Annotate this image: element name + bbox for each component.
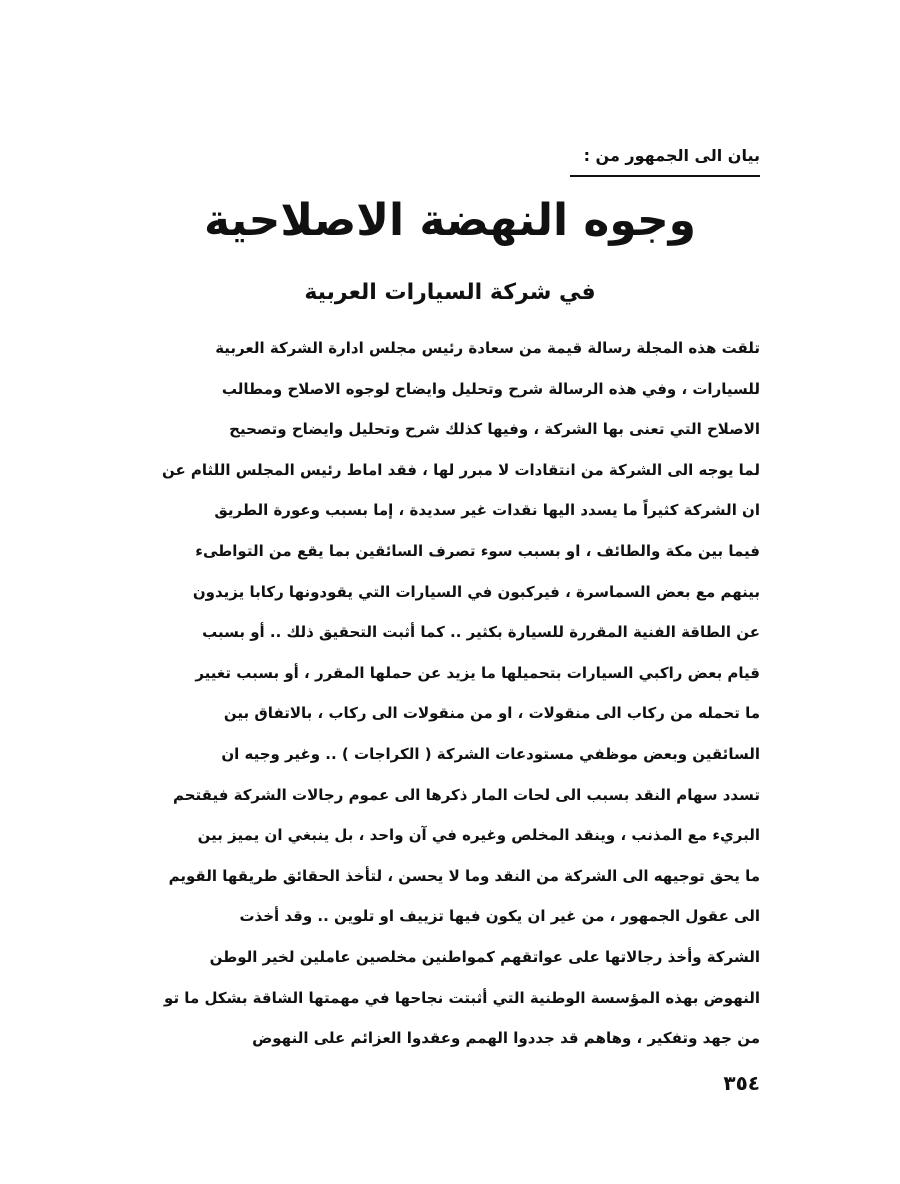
- body-line: الى عقول الجمهور ، من غير ان يكون فيها تزييف او تلوين .. وقد أخذت: [239, 907, 760, 926]
- body-line: ما يحق توجيهه الى الشركة من النقد وما لا يحسن ، لتأخذ الحقائق طريقها القويم: [168, 866, 760, 885]
- body-line: من جهد وتفكير ، وهاهم قد جددوا الهمم وعقدوا العزائم على النهوض: [252, 1029, 760, 1048]
- body-line: الشركة وأخذ رجالاتها على عواتقهم كمواطنين مخلصين عاملين لخير الوطن: [209, 947, 760, 966]
- article-title: وجوه النهضة الاصلاحية: [203, 195, 697, 246]
- article-body: [148, 328, 760, 1059]
- body-line: عن الطاقة الفنية المقررة للسيارة بكثير .. كما أثبت التحقيق ذلك .. أو بسبب: [202, 623, 760, 642]
- body-line: ما تحمله من ركاب الى منقولات ، او من منقولات الى ركاب ، بالاتفاق بين: [223, 704, 760, 723]
- body-line: لما يوجه الى الشركة من انتقادات لا مبرر لها ، فقد اماط رئيس المجلس اللثام عن: [161, 460, 760, 479]
- body-line: السائقين وبعض موظفي مستودعات الشركة ( الكراجات ) .. وغير وجيه ان: [221, 744, 760, 763]
- body-line: فيما بين مكة والطائف ، او بسبب سوء تصرف السائقين بما يقع من التواطىء: [195, 541, 760, 560]
- article-subtitle: في شركة السيارات العربية: [304, 280, 596, 305]
- header-rule: [570, 175, 760, 177]
- body-line: تلقت هذه المجلة رسالة قيمة من سعادة رئيس مجلس ادارة الشركة العربية: [215, 339, 760, 357]
- body-line: بينهم مع بعض السماسرة ، فيركبون في السيارات التي يقودونها ركابا يزيدون: [192, 582, 760, 601]
- body-line: النهوض بهذه المؤسسة الوطنية التي أثبتت نجاحها في مهمتها الشاقة بشكل ما تو: [164, 988, 760, 1007]
- body-line: ان الشركة كثيراً ما يسدد اليها نقدات غير سديدة ، إما بسبب وعورة الطريق: [214, 501, 760, 520]
- body-line: للسيارات ، وفي هذه الرسالة شرح وتحليل وايضاح لوجوه الاصلاح ومطالب: [221, 379, 760, 398]
- body-line: البريء مع المذنب ، وينقد المخلص وغيره في آن واحد ، بل ينبغي ان يميز بين: [197, 826, 760, 845]
- body-line: تسدد سهام النقد بسبب الى لحات المار ذكرها الى عموم رجالات الشركة فيقتحم: [172, 785, 760, 804]
- page-number: ٣٥٤: [723, 1071, 760, 1095]
- header-kicker: بيان الى الجمهور من :: [583, 146, 760, 165]
- body-line: قيام بعض راكبي السيارات بتحميلها ما يزيد عن حملها المقرر ، أو بسبب تغيير: [195, 663, 760, 682]
- body-line: الاصلاح التي تعنى بها الشركة ، وفيها كذلك شرح وتحليل وايضاح وتصحيح: [229, 420, 760, 439]
